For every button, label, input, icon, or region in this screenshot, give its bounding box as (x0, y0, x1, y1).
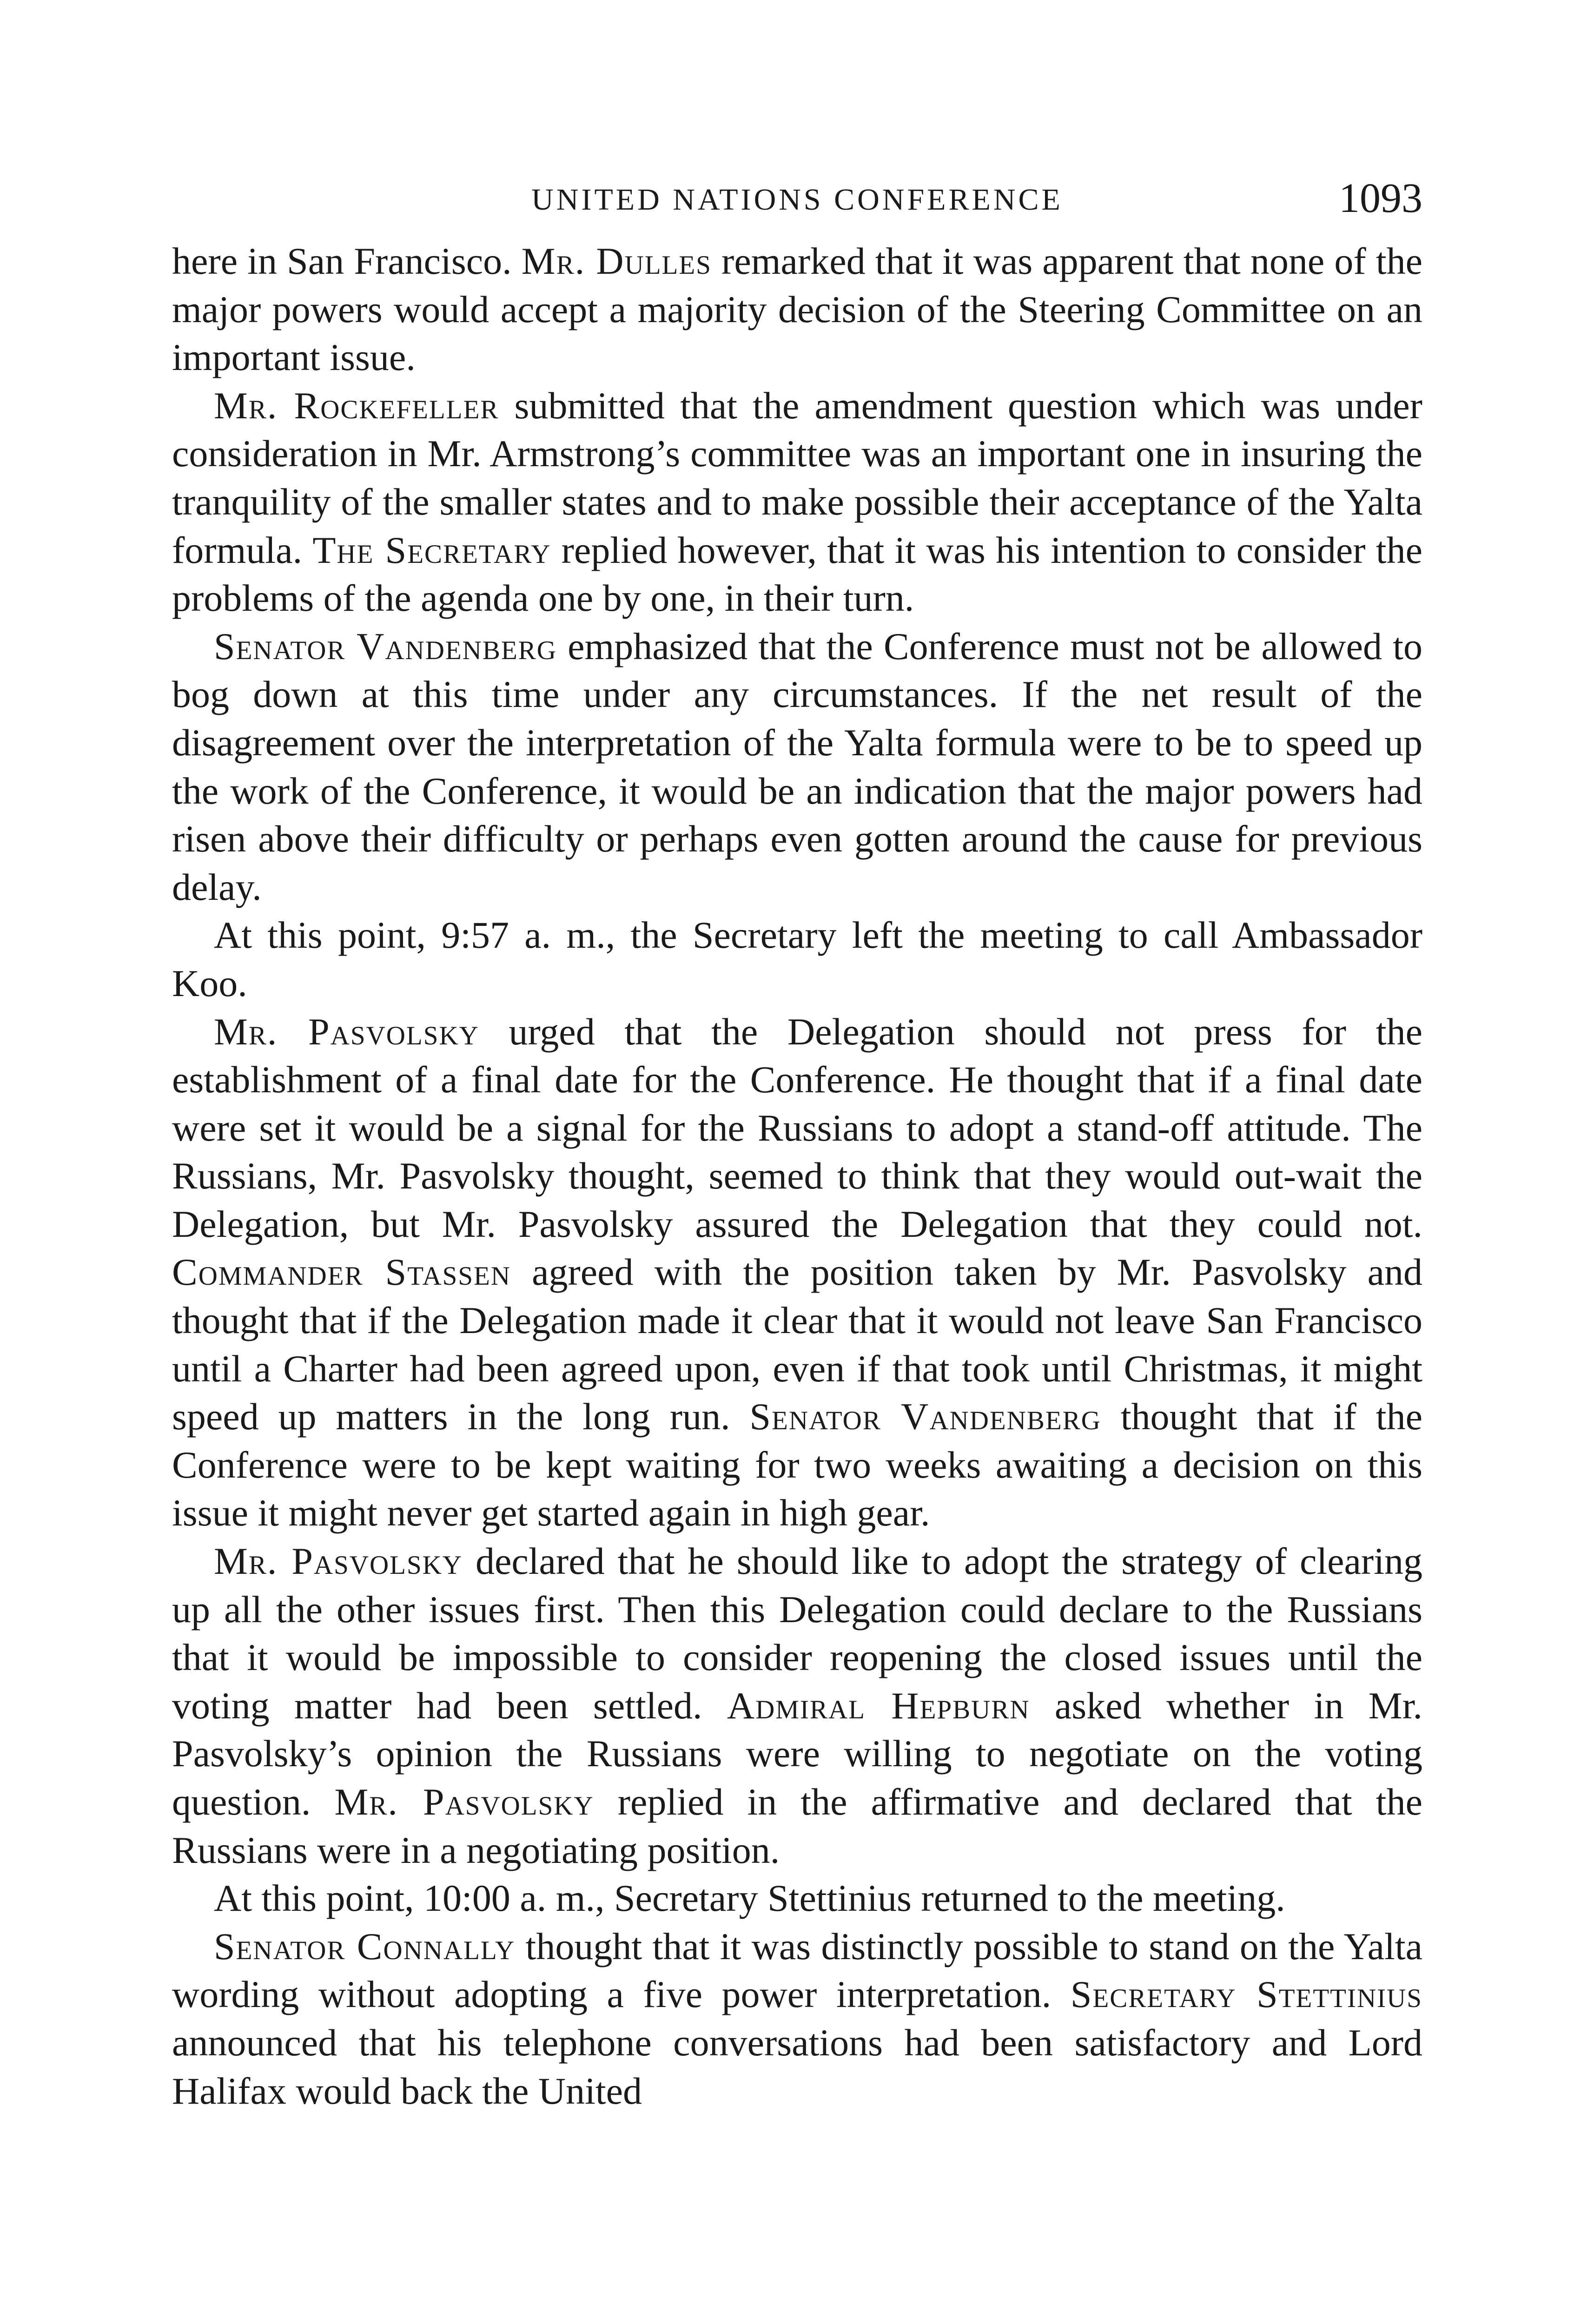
paragraph-text: submitted that the amendment question which was under consideration in Mr. Armstrong’s committee was an important one in insuring the tranquility of the smaller states and to make possible their acceptance of the Yalta formula. (172, 384, 1422, 571)
paragraph-text: remarked that it was apparent that none of the major powers would accept a majority decision of the Steering Committee on an important issue. (172, 240, 1423, 379)
document-page (172, 177, 1422, 2115)
paragraph-text: replied in the affirmative and declared that the Russians were in a negotiating position. (172, 1781, 1422, 1871)
paragraph (172, 911, 1422, 1007)
paragraph-text: thought that it was distinctly possible to stand on the Yalta wording without adopting a five power interpretation. (172, 1925, 1423, 2016)
paragraph (172, 1537, 1422, 1874)
paragraph-text: agreed with the position taken by Mr. Pasvolsky and thought that if the Delegation made it clear that it would not leave San Francisco until a Charter had been agreed upon, even if that took until Christmas, it might speed up matters in the long run. (172, 1251, 1422, 1438)
paragraph-text: At this point, 9:57 a. m., the Secretary left the meeting to call Ambassador Koo. (172, 914, 1422, 1004)
speaker-name: Mr. Dulles (521, 240, 712, 282)
paragraph-text: asked whether in Mr. Pasvolsky’s opinion the Russians were willing to negotiate on the voting question. (172, 1684, 1422, 1823)
speaker-name: Commander Stassen (172, 1251, 511, 1294)
paragraph-text: announced that his telephone conversations had been satisfactory and Lord Halifax would back the United (172, 2021, 1422, 2112)
paragraph-text: replied however, that it was his intention to consider the problems of the agenda one by one, in their turn. (172, 528, 1422, 620)
speaker-name: Mr. Pasvolsky (334, 1781, 594, 1823)
paragraph-text: emphasized that the Conference must not be allowed to bog down at this time under any circumstances. If the net result of the disagreement over the interpretation of the Yalta formula were to be to speed up the work of the Conference, it would be an indication that the major powers had risen above their difficulty or perhaps even gotten around the cause for previous delay. (172, 625, 1422, 908)
paragraph (172, 1874, 1422, 1922)
page-number: 1093 (1339, 175, 1422, 221)
paragraph-text: thought that if the Conference were to be kept waiting for two weeks awaiting a decision on this issue it might never get started again in high gear. (172, 1395, 1422, 1534)
paragraph-text: urged that the Delegation should not press for the establishment of a final date for the Conference. He thought that if a final date were set it would be a signal for the Russians to adopt a stand-off attitude. The Russians, Mr. Pasvolsky thought, seemed to think that they would out-wait the Delegation, but Mr. Pasvolsky assured the Delegation that they could not. (172, 1010, 1422, 1245)
speaker-name: Admiral Hepburn (727, 1684, 1030, 1727)
speaker-name: The Secretary (312, 528, 551, 571)
paragraph-text: At this point, 10:00 a. m., Secretary Stettinius returned to the meeting. (214, 1877, 1285, 1920)
speaker-name: Mr. Rockefeller (214, 384, 499, 427)
paragraph-text: declared that he should like to adopt the strategy of clearing up all the other issues first. Then this Delegation could declare to the Russians that it would be impossible to consider reopening the closed issues until the voting matter had been settled. (172, 1540, 1422, 1727)
paragraph-text: here in San Francisco. (172, 240, 522, 282)
paragraph (172, 1922, 1422, 2115)
body-text (172, 237, 1422, 2115)
speaker-name: Senator Vandenberg (214, 625, 557, 667)
speaker-name: Senator Connally (214, 1925, 516, 1967)
paragraph (172, 237, 1422, 382)
paragraph (172, 622, 1422, 911)
speaker-name: Mr. Pasvolsky (214, 1540, 463, 1583)
paragraph (172, 1008, 1422, 1538)
paragraph (172, 382, 1422, 622)
speaker-name: Secretary Stettinius (1070, 1973, 1422, 2016)
speaker-name: Mr. Pasvolsky (214, 1010, 479, 1053)
page-header (172, 177, 1422, 232)
speaker-name: Senator Vandenberg (749, 1395, 1101, 1438)
running-head: UNITED NATIONS CONFERENCE (531, 183, 1063, 217)
